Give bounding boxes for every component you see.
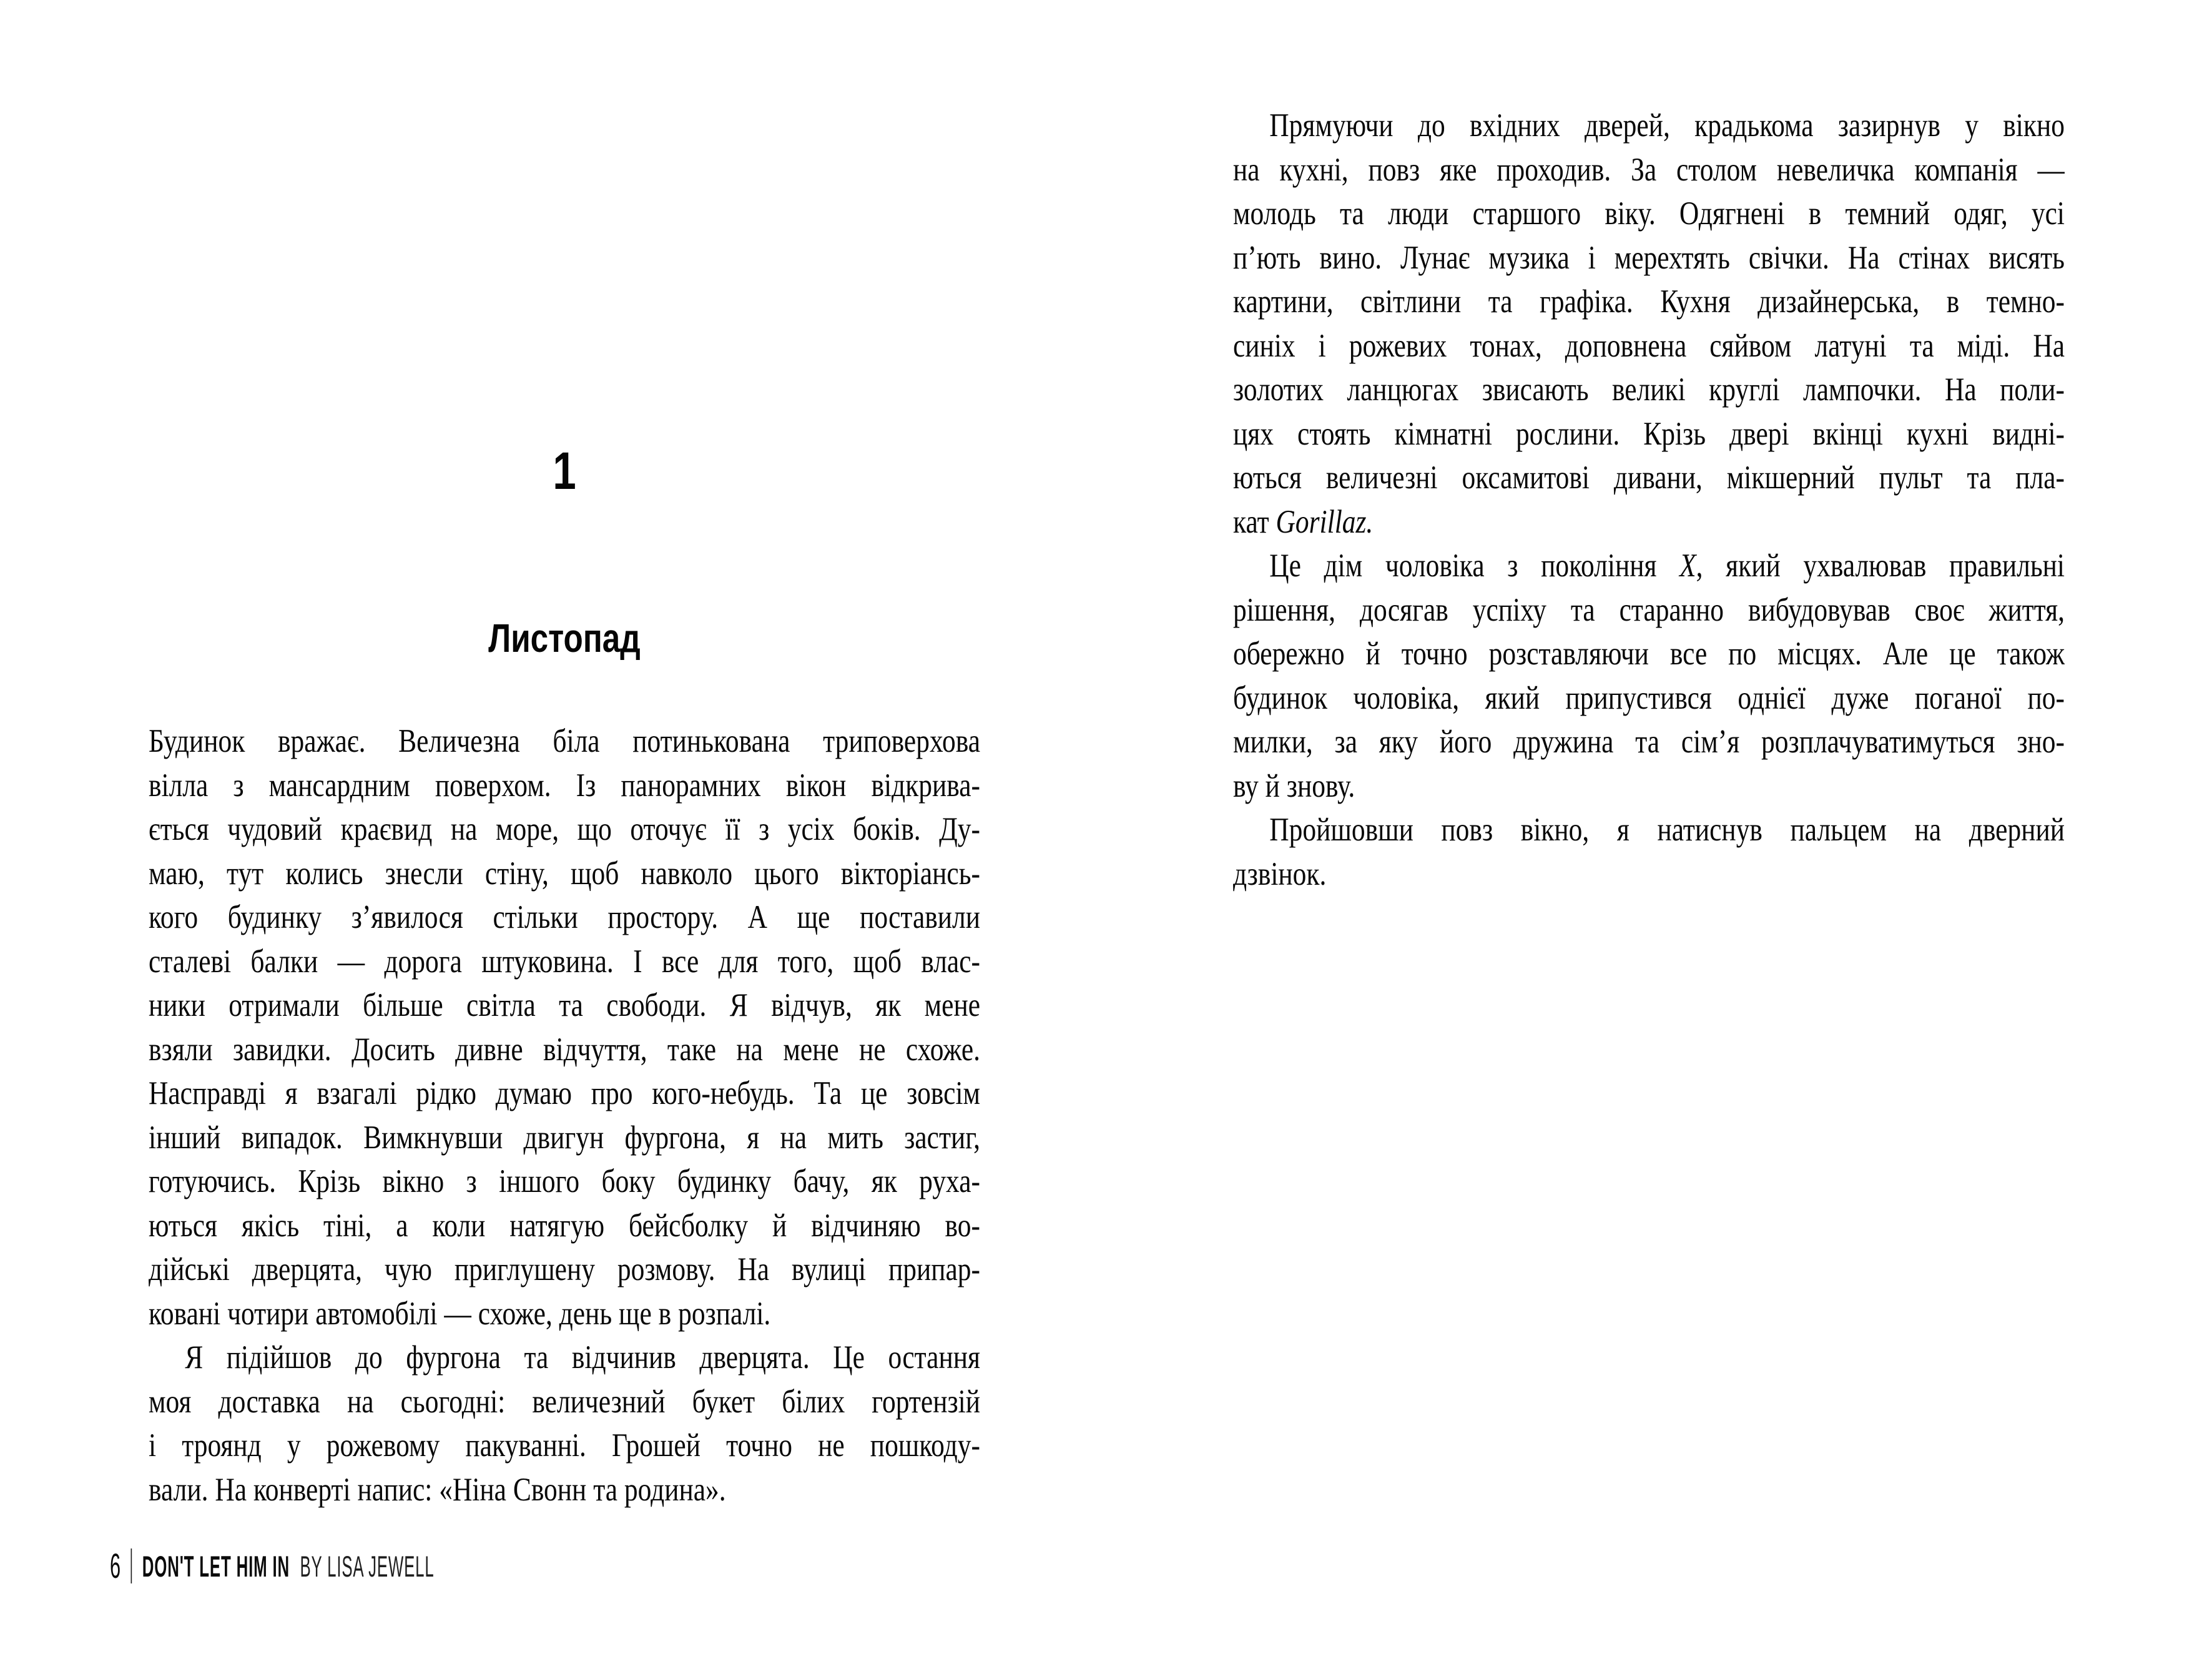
text-line: кат Gorillaz. [1233,503,1374,540]
text-line: ються якісь тіні, а коли натягую бейсболку й відчиняю во- [149,1207,981,1244]
text-line: Насправді я взагалі рідко думаю про кого-небудь. Та це зовсім [149,1075,981,1111]
text-line: Це дім чоловіка з покоління X, який ухвалював правильні [1269,548,2065,584]
text-line: Пройшовши повз вікно, я натиснув пальцем на дверний [1269,812,2065,848]
text-line: цях стоять кімнатні рослини. Крізь двері вкінці кухні видні- [1233,415,2065,452]
chapter-number: 1 [553,441,576,500]
text-line: взяли завидки. Досить дивне відчуття, таке на мене не схоже. [149,1031,981,1068]
text-line: ються величезні оксамитові дивани, мікшерний пульт та пла- [1233,460,2065,496]
text-line: будинок чоловіка, який припустився однієї дуже поганої по- [1233,679,2065,716]
chapter-title: Листопад [488,616,641,661]
text-line: моя доставка на сьогодні: величезний букет білих гортензій [149,1383,981,1420]
page-number: 6 [110,1546,121,1585]
text-line: вілла з мансардним поверхом. Із панорамних вікон відкрива- [149,767,981,804]
text-line: молодь та люди старшого віку. Одягнені в темний одяг, усі [1233,195,2065,232]
text-line: картини, світлини та графіка. Кухня дизайнерська, в темно- [1233,283,2065,320]
text-line: Будинок вражає. Величезна біла потинькована триповерхова [149,723,981,759]
left-page-text [149,719,980,1512]
text-line: ву й знову. [1233,767,1355,804]
text-line: інший випадок. Вимкнувши двигун фургона, я на мить застиг, [149,1119,981,1156]
text-line: обережно й точно розставляючи все по місцях. Але це також [1233,636,2065,672]
text-line: рішення, досягав успіху та старанно вибудовував своє життя, [1233,591,2065,628]
book-author: BY LISA JEWELL [300,1549,435,1583]
book-title: DON'T LET HIM IN [142,1549,290,1583]
text-line: дійські дверцята, чую приглушену розмову. На вулиці припар- [149,1251,981,1287]
text-line: кого будинку з’явилося стільки простору. А ще поставили [149,899,981,935]
page-footer [110,1548,435,1583]
text-line: на кухні, повз яке проходив. За столом невеличка компанія — [1233,151,2065,188]
text-line: синіх і рожевих тонах, доповнена сяйвом латуні та міді. На [1233,327,2065,364]
text-line: Прямуючи до вхідних дверей, крадькома зазирнув у вікно [1269,107,2065,144]
text-line: і троянд у рожевому пакуванні. Грошей точно не пошкоду- [149,1427,981,1464]
text-line: сталеві балки — дорога штуковина. І все для того, щоб влас- [149,943,981,980]
footer-divider [131,1548,132,1583]
right-page-text [1233,104,2065,896]
text-line: ється чудовий краєвид на море, що оточує її з усіх боків. Ду- [149,811,981,847]
text-line: Я підійшов до фургона та відчинив дверцята. Це остання [185,1339,981,1376]
text-line: ковані чотири автомобілі — схоже, день ще в розпалі. [149,1295,771,1332]
text-line: милки, за яку його дружина та сім’я розплачуватимуться зно- [1233,724,2065,760]
text-line: готуючись. Крізь вікно з іншого боку будинку бачу, як руха- [149,1163,981,1199]
text-line: маю, тут колись знесли стіну, щоб навколо цього вікторіансь- [149,855,981,892]
text-line: дзвінок. [1233,855,1327,892]
text-line: ники отримали більше світла та свободи. Я відчув, як мене [149,987,981,1023]
text-line: золотих ланцюгах звисають великі круглі лампочки. На поли- [1233,372,2065,408]
text-line: п’ють вино. Лунає музика і мерехтять свічки. На стінах висять [1233,239,2065,276]
text-line: вали. На конверті напис: «Ніна Свонн та родина». [149,1471,726,1508]
